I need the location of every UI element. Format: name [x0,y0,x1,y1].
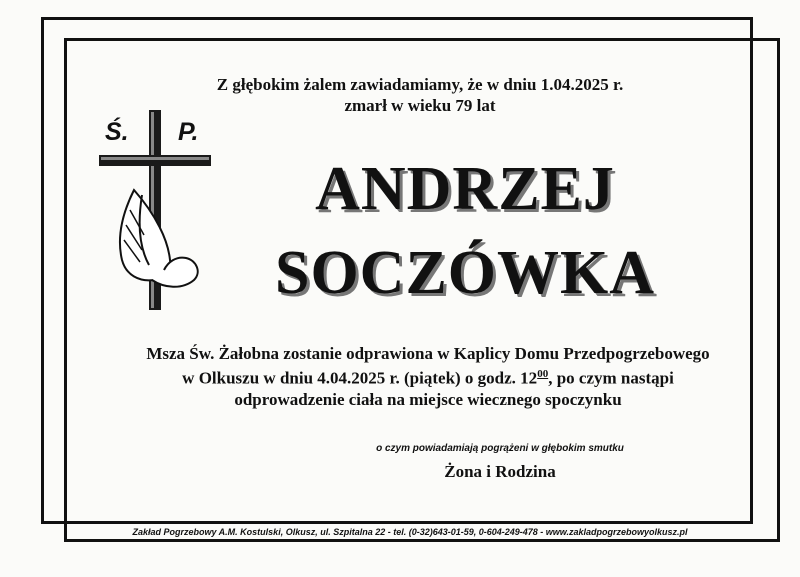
family-signoff: Żona i Rodzina [444,462,556,481]
mass-time-minutes: 00 [537,368,549,380]
mourners-notice: o czym powiadamiają pogrążeni w głębokim smutku [376,443,624,454]
sp-abbrev-left: Ś. [105,118,129,146]
mass-line-2-end: , po czym nastąpi [548,368,674,388]
announcement-line-2: zmarł w wieku 79 lat [344,96,496,115]
cross-praying-hands-icon [94,100,214,320]
mass-line-2 [70,364,786,389]
mass-line-2-start: w Olkuszu w dniu 4.04.2025 r. (piątek) o godz. 12 [182,368,538,388]
sp-abbrev-right: P. [178,118,199,146]
mass-line-3: odprowadzenie ciała na miejsce wiecznego spoczynku [234,389,622,409]
announcement-line-1: Z głębokim żalem zawiadamiamy, że w dniu 1.04.2025 r. [216,75,624,94]
funeral-home-footer: Zakład Pogrzebowy A.M. Kostulski, Olkusz, ul. Szpitalna 22 - tel. (0-32)643-01-59, 0-604-249-478 - www.zakladpogrzebowyolkusz.pl [132,527,688,537]
funeral-mass-details [70,343,786,410]
deceased-first-name: ANDRZEJ [315,155,615,223]
deceased-last-name: SOCZÓWKA [274,239,656,307]
mass-line-1: Msza Św. Żałobna zostanie odprawiona w Kaplicy Domu Przedpogrzebowego [146,344,710,363]
death-announcement [180,74,660,116]
